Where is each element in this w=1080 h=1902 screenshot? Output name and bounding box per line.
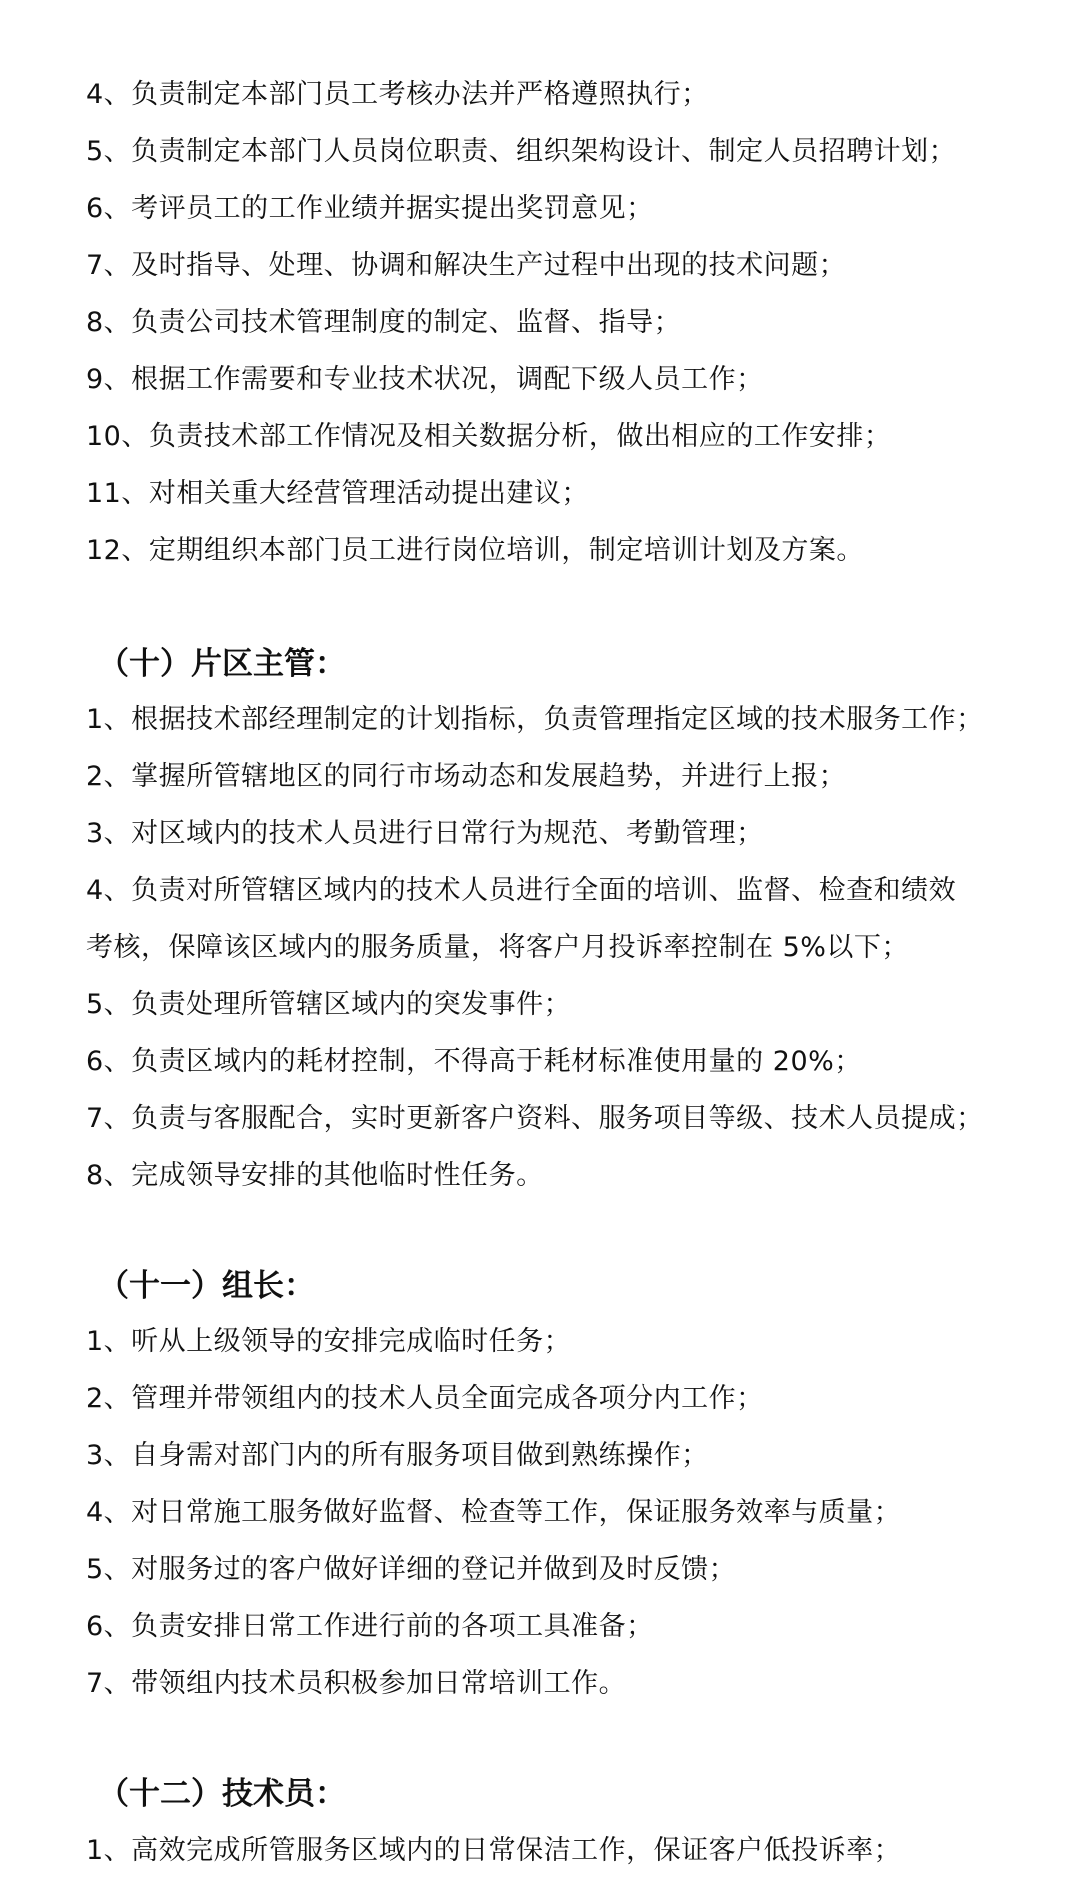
list-item-continuation: 考核，保障该区域内的服务质量，将客户月投诉率控制在 5%以下； <box>86 932 909 963</box>
list-item: 5、负责处理所管辖区域内的突发事件； <box>86 989 572 1020</box>
list-item: 5、负责制定本部门人员岗位职责、组织架构设计、制定人员招聘计划； <box>86 136 957 167</box>
list-item: 6、负责区域内的耗材控制，不得高于耗材标准使用量的 20%； <box>86 1046 862 1077</box>
list-item: 11、对相关重大经营管理活动提出建议； <box>86 478 589 509</box>
list-item: 1、根据技术部经理制定的计划指标，负责管理指定区域的技术服务工作； <box>86 704 984 735</box>
list-item: 4、负责对所管辖区域内的技术人员进行全面的培训、监督、检查和绩效 <box>86 875 957 906</box>
section-heading: （十一）组长： <box>98 1268 315 1304</box>
section-heading: （十二）技术员： <box>98 1776 346 1812</box>
list-item: 6、负责安排日常工作进行前的各项工具准备； <box>86 1611 654 1642</box>
list-item: 2、掌握所管辖地区的同行市场动态和发展趋势，并进行上报； <box>86 761 847 792</box>
list-item: 12、定期组织本部门员工进行岗位培训，制定培训计划及方案。 <box>86 535 864 566</box>
list-item: 3、自身需对部门内的所有服务项目做到熟练操作； <box>86 1440 709 1471</box>
list-item: 8、负责公司技术管理制度的制定、监督、指导； <box>86 307 682 338</box>
list-item: 5、对服务过的客户做好详细的登记并做到及时反馈； <box>86 1554 737 1585</box>
list-item: 7、带领组内技术员积极参加日常培训工作。 <box>86 1668 627 1699</box>
list-item: 6、考评员工的工作业绩并据实提出奖罚意见； <box>86 193 654 224</box>
list-item: 10、负责技术部工作情况及相关数据分析，做出相应的工作安排； <box>86 421 892 452</box>
list-item: 7、及时指导、处理、协调和解决生产过程中出现的技术问题； <box>86 250 847 281</box>
list-item: 9、根据工作需要和专业技术状况，调配下级人员工作； <box>86 364 764 395</box>
list-item: 8、完成领导安排的其他临时性任务。 <box>86 1160 544 1191</box>
section-heading: （十）片区主管： <box>98 646 346 682</box>
list-item: 1、听从上级领导的安排完成临时任务； <box>86 1326 572 1357</box>
list-item: 2、管理并带领组内的技术人员全面完成各项分内工作； <box>86 1383 764 1414</box>
list-item: 7、负责与客服配合，实时更新客户资料、服务项目等级、技术人员提成； <box>86 1103 984 1134</box>
list-item: 1、高效完成所管服务区域内的日常保洁工作，保证客户低投诉率； <box>86 1835 902 1866</box>
list-item: 4、对日常施工服务做好监督、检查等工作，保证服务效率与质量； <box>86 1497 902 1528</box>
list-item: 3、对区域内的技术人员进行日常行为规范、考勤管理； <box>86 818 764 849</box>
list-item: 4、负责制定本部门员工考核办法并严格遵照执行； <box>86 79 709 110</box>
